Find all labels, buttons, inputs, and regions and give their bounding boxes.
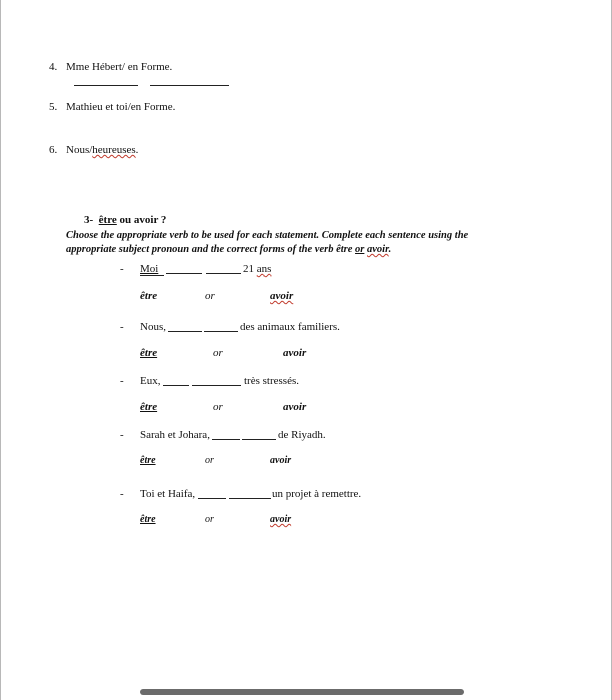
bullet-dash: - — [120, 263, 124, 275]
answer-line — [163, 385, 189, 386]
exercise-4-suffix: de Riyadh. — [278, 429, 326, 441]
option-avoir: avoir — [270, 290, 294, 302]
exercise-3-subject: Eux, — [140, 375, 161, 387]
bullet-dash: - — [120, 375, 124, 387]
item-6-number: 6. — [49, 144, 58, 156]
answer-line — [212, 439, 240, 440]
page-edge-left — [0, 0, 1, 700]
option-etre: être — [140, 455, 156, 466]
item-4-number: 4. — [49, 61, 58, 73]
item-6-text: Nous/heureuses. — [66, 144, 139, 156]
exercise-1-suffix: 21 ans — [243, 263, 272, 275]
option-or: or — [205, 290, 215, 302]
option-or: or — [213, 401, 223, 413]
exercise-2-subject: Nous, — [140, 321, 166, 333]
answer-line — [166, 273, 202, 274]
option-avoir: avoir — [270, 514, 292, 525]
exercise-5-suffix: un projet à remettre. — [272, 488, 362, 500]
exercise-4-subject: Sarah et Johara, — [140, 429, 210, 441]
option-etre: être — [140, 401, 158, 413]
answer-line — [74, 85, 138, 86]
option-etre: être — [140, 290, 158, 302]
answer-line — [168, 331, 202, 332]
answer-line — [206, 273, 241, 274]
option-or: or — [205, 514, 214, 525]
item-5-number: 5. — [49, 101, 58, 113]
bullet-dash: - — [120, 429, 124, 441]
section-title: 3- être ou avoir ? — [84, 214, 167, 226]
instructions-line-1: Choose the appropriate verb to be used for each statement. Complete each sentence using the — [66, 230, 469, 241]
answer-line — [150, 85, 229, 86]
answer-line — [229, 498, 271, 499]
option-etre: être — [140, 347, 158, 359]
option-avoir: avoir — [283, 347, 307, 359]
instructions-line-2: appropriate subject pronoun and the correct forms of the verb être or avoir. — [66, 244, 392, 255]
bullet-dash: - — [120, 321, 124, 333]
option-avoir: avoir — [283, 401, 307, 413]
exercise-2-suffix: des animaux familiers. — [240, 321, 340, 333]
exercise-3-suffix: très stressés. — [244, 375, 299, 387]
answer-line — [198, 498, 226, 499]
underline — [140, 275, 164, 276]
option-or: or — [213, 347, 223, 359]
answer-line — [242, 439, 276, 440]
item-5-text: Mathieu et toi/en Forme. — [66, 101, 176, 113]
option-avoir: avoir — [270, 455, 292, 466]
option-etre: être — [140, 514, 156, 525]
answer-line — [192, 385, 241, 386]
bullet-dash: - — [120, 488, 124, 500]
answer-line — [204, 331, 238, 332]
exercise-5-subject: Toi et Haifa, — [140, 488, 196, 500]
option-or: or — [205, 455, 214, 466]
exercise-1-subject: Moi — [140, 263, 159, 275]
horizontal-scrollbar[interactable] — [140, 689, 464, 695]
item-4-text: Mme Hébert/ en Forme. — [66, 61, 173, 73]
